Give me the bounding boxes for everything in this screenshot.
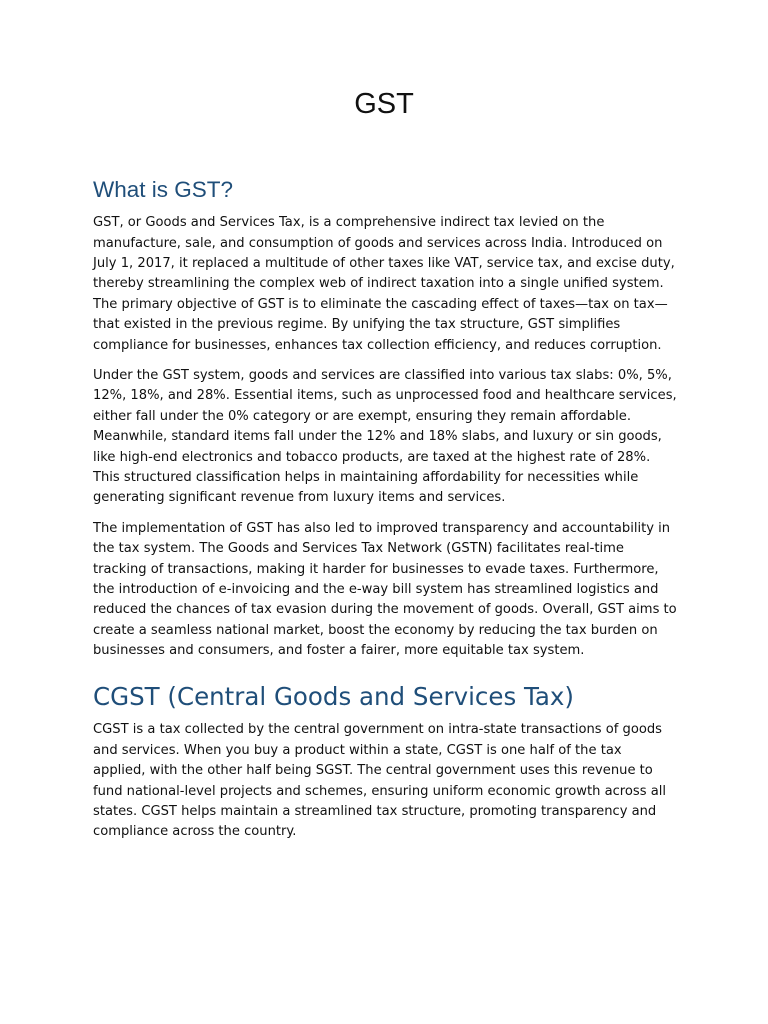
paragraph-cgst: CGST is a tax collected by the central government on intra-state transactions of goods and services. When you buy a product within a state, CGST is one half of the tax applied, with the other half being SGST. The central government uses this revenue to fund national-level projects and schemes, ensuring uniform economic growth across all states. CGST helps maintain a streamlined tax structure, promoting transparency and compliance across the country. — [93, 722, 667, 840]
section-heading-cgst: CGST (Central Goods and Services Tax) — [93, 681, 574, 711]
section-heading-what-is-gst: What is GST? — [93, 177, 234, 202]
paragraph-gst-tax-slabs: Under the GST system, goods and services are classified into various tax slabs: 0%, 5%, 12%, 18%, and 28%. Essential items, such as unprocessed food and healthcare services, either fall under the 0% category or are exempt, ensuring they remain affordable. Meanwhile, standard items fall under the 12% and 18% slabs, and luxury or sin goods, like high-end electronics and tobacco products, are taxed at the highest rate of 28%. This structured classification helps in maintaining affordability for necessities while generating significant revenue from luxury items and services. — [93, 367, 677, 506]
section-cgst — [93, 682, 678, 843]
section-what-is-gst — [93, 176, 678, 662]
document-body — [93, 176, 678, 853]
document-title: GST — [354, 88, 414, 120]
paragraph-gst-transparency: The implementation of GST has also led to improved transparency and accountability in the tax system. The Goods and Services Tax Network (GSTN) facilitates real-time tracking of transactions, making it harder for businesses to evade taxes. Furthermore, the introduction of e-invoicing and the e-way bill system has streamlined logistics and reduced the chances of tax evasion during the movement of goods. Overall, GST aims to create a seamless national market, boost the economy by reducing the tax burden on businesses and consumers, and foster a fairer, more equitable tax system. — [93, 520, 677, 659]
paragraph-gst-overview: GST, or Goods and Services Tax, is a comprehensive indirect tax levied on the manufacture, sale, and consumption of goods and services across India. Introduced on July 1, 2017, it replaced a multitude of other taxes like VAT, service tax, and excise duty, thereby streamlining the complex web of indirect taxation into a single unified system. The primary objective of GST is to eliminate the cascading effect of taxes—tax on tax—that existed in the previous regime. By unifying the tax structure, GST simplifies compliance for businesses, enhances tax collection efficiency, and reduces corruption. — [93, 215, 675, 353]
